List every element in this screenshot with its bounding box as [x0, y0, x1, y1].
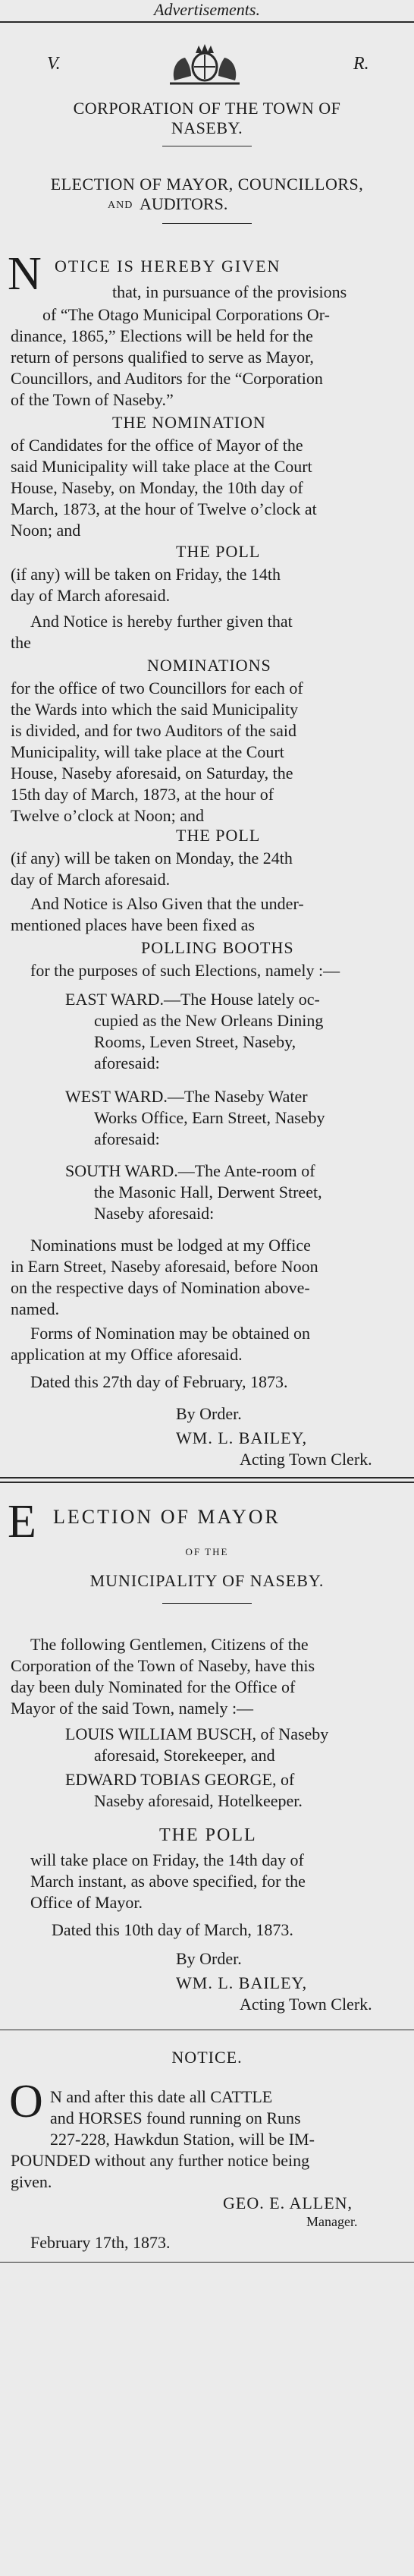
candidate-name: EDWARD TOBIAS GEORGE, of [65, 1770, 295, 1789]
crest-right-letter: R. [353, 54, 369, 74]
notice-separator [0, 2262, 414, 2263]
signature-title: Acting Town Clerk. [240, 1995, 372, 2014]
drop-cap: E [8, 1496, 36, 1548]
body-line: N and after this date all CATTLE [50, 2087, 273, 2106]
signature-name: GEO. E. ALLEN, [223, 2193, 353, 2212]
body-line: the Wards into which the said Municipality [11, 700, 299, 719]
body-line: Noon; and [11, 521, 81, 540]
body-line: dinance, 1865,” Elections will be held for the [11, 326, 313, 345]
body-line: said Municipality will take place at the Court [11, 457, 312, 476]
ward-east: EAST WARD.—The House lately oc- [65, 990, 320, 1009]
candidate-detail: Naseby aforesaid, Hotelkeeper. [94, 1791, 303, 1810]
notice-heading-of-the: OF THE [185, 1546, 229, 1557]
corporation-heading: CORPORATION OF THE TOWN OF [73, 99, 341, 118]
body-line: is divided, and for two Auditors of the said [11, 721, 297, 740]
ward-south: SOUTH WARD.—The Ante-room of [65, 1161, 315, 1180]
ward-east: Rooms, Leven Street, Naseby, [94, 1032, 296, 1051]
body-line: in Earn Street, Naseby aforesaid, before Noon [11, 1257, 318, 1276]
body-line: Office of Mayor. [30, 1893, 143, 1912]
ward-west: Works Office, Earn Street, Naseby [94, 1108, 325, 1127]
signature-title: Manager. [306, 2214, 358, 2229]
section-header: Advertisements. [154, 0, 260, 19]
dated-line: Dated this 10th day of March, 1873. [52, 1920, 293, 1939]
candidate-name: LOUIS WILLIAM BUSCH, of Naseby [65, 1724, 329, 1743]
body-line: March, 1873, at the hour of Twelve o’clock at [11, 499, 317, 518]
body-line: mentioned places have been fixed as [11, 915, 255, 934]
drop-cap: O [9, 2076, 43, 2127]
body-line: Forms of Nomination may be obtained on [30, 1324, 311, 1343]
body-line: House, Naseby, on Monday, the 10th day of [11, 478, 303, 497]
by-order: By Order. [176, 1949, 242, 1968]
subheading-poll: THE POLL [176, 826, 261, 845]
notice-heading: LECTION OF MAYOR [53, 1506, 281, 1528]
date-line: February 17th, 1873. [30, 2233, 171, 2252]
body-line: (if any) will be taken on Friday, the 14th [11, 565, 281, 584]
body-line: of Candidates for the office of Mayor of the [11, 436, 303, 455]
body-line: Mayor of the said Town, namely :— [11, 1699, 254, 1718]
body-line: Corporation of the Town of Naseby, have this [11, 1656, 315, 1675]
body-line: day of March aforesaid. [11, 586, 171, 605]
body-line: Councillors, and Auditors for the “Corporation [11, 369, 323, 388]
subheading-nominations: NOMINATIONS [147, 656, 271, 675]
body-line: And Notice is Also Given that the under- [30, 894, 304, 913]
subheading-poll: THE POLL [159, 1825, 257, 1845]
body-line: POUNDED without any further notice being [11, 2151, 310, 2170]
signature-name: WM. L. BAILEY, [176, 1973, 308, 1992]
candidate-detail: aforesaid, Storekeeper, and [94, 1746, 275, 1765]
body-line: March instant, as above specified, for the [30, 1872, 306, 1891]
ward-west: WEST WARD.—The Naseby Water [65, 1087, 308, 1106]
body-line: for the office of two Councillors for each of [11, 679, 303, 698]
crest-left-letter: V. [47, 54, 61, 74]
body-line: of “The Otago Municipal Corporations Or- [42, 305, 330, 324]
election-heading: ELECTION OF MAYOR, COUNCILLORS, [50, 175, 364, 194]
body-line: given. [11, 2172, 52, 2191]
body-line: day been duly Nominated for the Office of [11, 1677, 296, 1696]
body-line: on the respective days of Nomination above- [11, 1278, 310, 1297]
signature-name: WM. L. BAILEY, [176, 1428, 308, 1447]
notice-heading-municipality: MUNICIPALITY OF NASEBY. [89, 1571, 325, 1590]
body-line: And Notice is hereby further given that [30, 612, 293, 631]
body-line: will take place on Friday, the 14th day of [30, 1850, 304, 1869]
body-line: Nominations must be lodged at my Office [30, 1236, 311, 1255]
body-line: day of March aforesaid. [11, 870, 171, 889]
drop-cap: N [8, 248, 42, 300]
dated-line: Dated this 27th day of February, 1873. [30, 1372, 288, 1391]
subheading-polling-booths: POLLING BOOTHS [141, 938, 294, 957]
subheading-nomination: THE NOMINATION [112, 413, 266, 432]
body-line: named. [11, 1299, 60, 1318]
body-line: and HORSES found running on Runs [50, 2108, 301, 2127]
royal-crest-icon [165, 43, 244, 85]
body-line: 227-228, Hawkdun Station, will be IM- [50, 2130, 315, 2149]
ward-south: the Masonic Hall, Derwent Street, [94, 1183, 322, 1201]
body-line: House, Naseby aforesaid, on Saturday, the [11, 764, 293, 783]
ward-south: Naseby aforesaid: [94, 1204, 215, 1223]
notice-heading: NOTICE. [171, 2048, 243, 2067]
subheading-poll: THE POLL [176, 542, 261, 561]
body-line: return of persons qualified to serve as Mayor, [11, 348, 314, 367]
body-line: Twelve o’clock at Noon; and [11, 806, 205, 825]
notice-separator [0, 1477, 414, 1479]
body-line: Municipality, will take place at the Court [11, 742, 284, 761]
signature-title: Acting Town Clerk. [240, 1450, 372, 1469]
notice-lead: OTICE IS HEREBY GIVEN [55, 257, 281, 276]
ward-east: cupied as the New Orleans Dining [94, 1011, 324, 1030]
divider [162, 223, 252, 224]
ward-east: aforesaid: [94, 1053, 160, 1072]
body-line: 15th day of March, 1873, at the hour of [11, 785, 274, 804]
body-line: (if any) will be taken on Monday, the 24th [11, 849, 293, 868]
body-line: the [11, 633, 31, 652]
header-rule [0, 21, 414, 23]
corporation-heading-town: NASEBY. [171, 118, 243, 137]
body-line: for the purposes of such Elections, namely :— [30, 961, 340, 980]
notice-separator [0, 1482, 414, 1483]
body-line: The following Gentlemen, Citizens of the [30, 1635, 309, 1654]
election-heading-and: AND [108, 200, 133, 211]
election-heading-auditors: AUDITORS. [140, 194, 228, 213]
body-line: that, in pursuance of the provisions [112, 282, 347, 301]
divider [162, 1603, 252, 1604]
body-line: of the Town of Naseby.” [11, 390, 174, 409]
body-line: application at my Office aforesaid. [11, 1345, 243, 1364]
by-order: By Order. [176, 1404, 242, 1423]
ward-west: aforesaid: [94, 1129, 160, 1148]
